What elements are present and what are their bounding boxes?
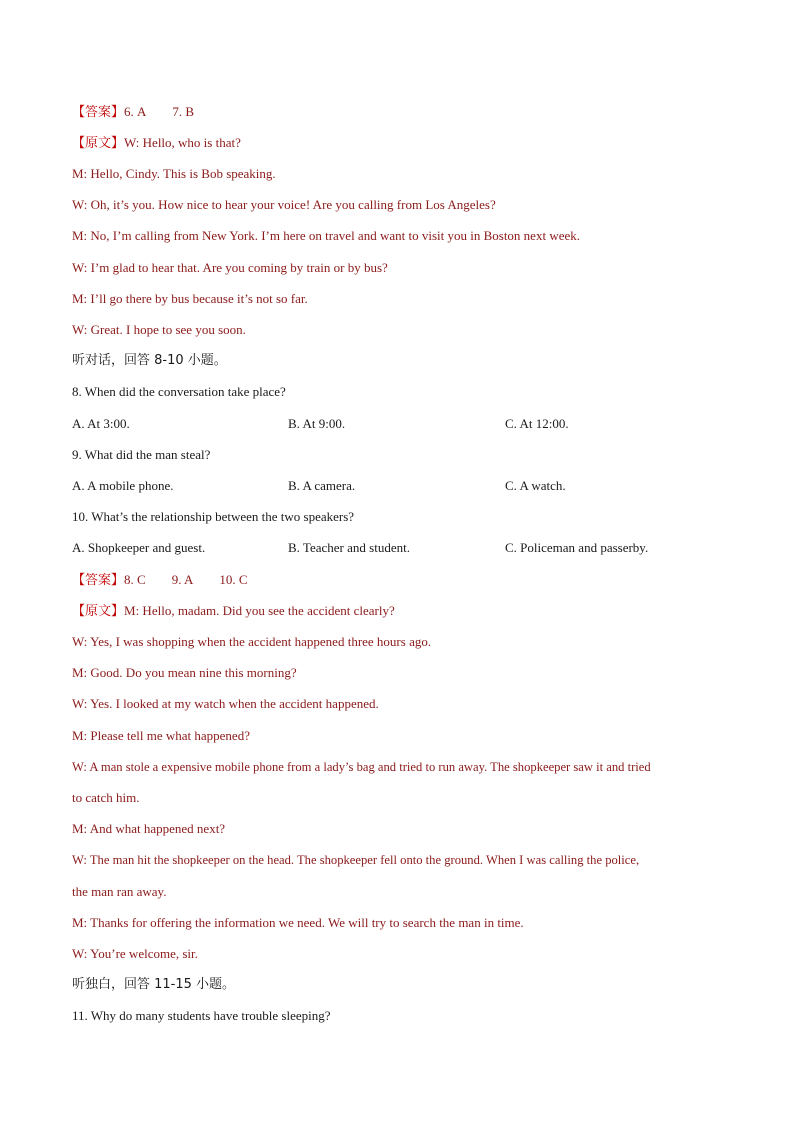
dialogue-line: M: Please tell me what happened? — [72, 728, 250, 743]
answer-7: 7. B — [172, 104, 195, 119]
option-c: C. Policeman and passerby. — [505, 540, 649, 555]
section-intro: 听独白，回答 11-15 小题。 — [72, 977, 236, 992]
dialogue-line: W: You’re welcome, sir. — [72, 946, 198, 961]
dialogue-line: M: Good. Do you mean nine this morning? — [72, 665, 297, 680]
answer-tag: 【答案】 — [72, 105, 125, 120]
dialogue-line: M: Thanks for offering the information we need. We will try to search the man in time. — [72, 915, 524, 930]
dialogue-line: W: Yes. I looked at my watch when the accident happened. — [72, 696, 379, 711]
dialogue-line: M: And what happened next? — [72, 821, 226, 836]
dialogue-line: W: Great. I hope to see you soon. — [72, 322, 246, 337]
dialogue-line: W: I’m glad to hear that. Are you coming by train or by bus? — [72, 260, 388, 275]
answer-line-1 — [72, 104, 194, 121]
dialogue-line: to catch him. — [72, 790, 140, 805]
answer-8: 8. C — [124, 572, 146, 587]
dialogue-text: M: Hello, madam. Did you see the accident clearly? — [124, 603, 395, 618]
dialogue-line: W: A man stole a expensive mobile phone from a lady’s bag and tried to run away. The shopkeeper saw it and tried — [72, 760, 651, 774]
dialogue-line: M: No, I’m calling from New York. I’m here on travel and want to visit you in Boston next week. — [72, 228, 580, 243]
dialogue-line: W: Oh, it’s you. How nice to hear your voice! Are you calling from Los Angeles? — [72, 197, 496, 212]
answer-tag: 【答案】 — [72, 573, 125, 588]
source-tag: 【原文】 — [72, 604, 125, 619]
dialogue-line: W: Yes, I was shopping when the accident happened three hours ago. — [72, 634, 432, 649]
dialogue-line: M: I’ll go there by bus because it’s not so far. — [72, 291, 308, 306]
option-c: C. A watch. — [505, 478, 566, 493]
option-b: B. A camera. — [288, 478, 356, 493]
option-a: A. A mobile phone. — [72, 478, 174, 493]
dialogue-line: W: The man hit the shopkeeper on the head. The shopkeeper fell onto the ground. When I was calling the police, — [72, 853, 640, 867]
transcript-line — [72, 603, 395, 620]
answer-10: 10. C — [219, 572, 248, 587]
option-b: B. Teacher and student. — [288, 540, 410, 555]
option-a: A. At 3:00. — [72, 416, 130, 431]
question-stem: 8. When did the conversation take place? — [72, 384, 286, 399]
question-stem: 9. What did the man steal? — [72, 447, 211, 462]
question-stem: 10. What’s the relationship between the two speakers? — [72, 509, 355, 524]
option-a: A. Shopkeeper and guest. — [72, 540, 206, 555]
answer-line-2 — [72, 572, 248, 589]
section-intro: 听对话，回答 8-10 小题。 — [72, 353, 227, 368]
source-tag: 【原文】 — [72, 136, 125, 151]
question-stem: 11. Why do many students have trouble sleeping? — [72, 1008, 331, 1023]
option-b: B. At 9:00. — [288, 416, 346, 431]
answer-9: 9. A — [171, 572, 194, 587]
transcript-line — [72, 135, 241, 152]
dialogue-text: W: Hello, who is that? — [124, 135, 241, 150]
dialogue-line: the man ran away. — [72, 884, 167, 899]
answer-6: 6. A — [124, 104, 147, 119]
option-c: C. At 12:00. — [505, 416, 569, 431]
dialogue-line: M: Hello, Cindy. This is Bob speaking. — [72, 166, 276, 181]
